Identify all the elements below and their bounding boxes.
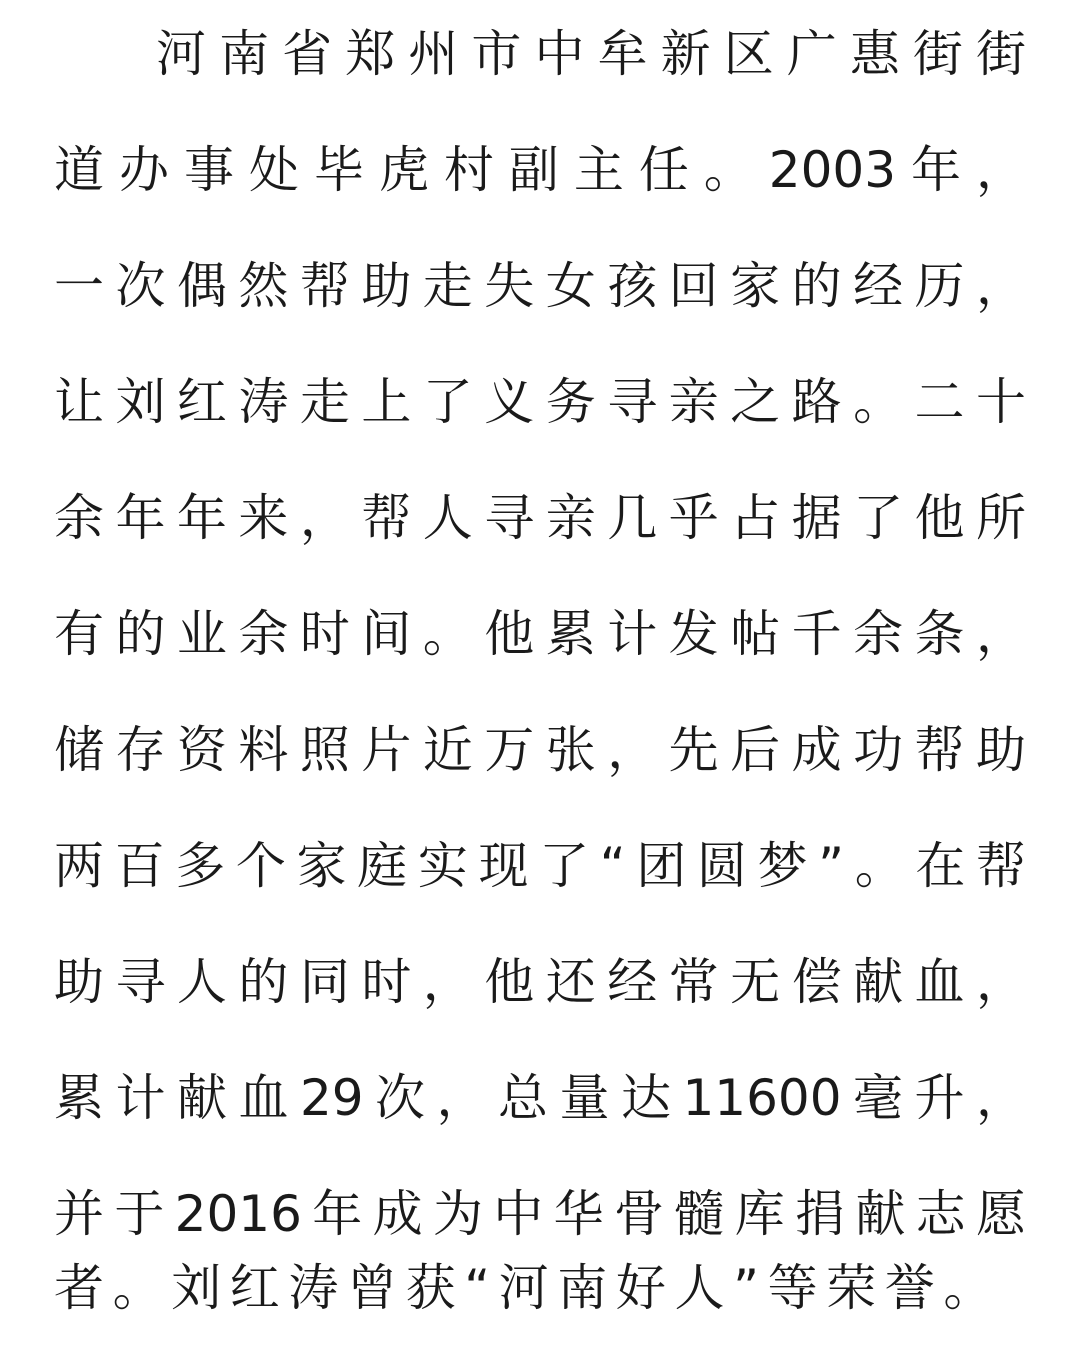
paragraph-line: 一次偶然帮助走失女孩回家的经历， — [54, 257, 1026, 315]
paragraph-line: 累计献血29次，总量达11600毫升， — [54, 1069, 1026, 1127]
paragraph-line: 余年年来，帮人寻亲几乎占据了他所 — [54, 489, 1026, 547]
paragraph-line: 河南省郑州市中牟新区广惠街街 — [156, 25, 1026, 83]
paragraph-line: 有的业余时间。他累计发帖千余条， — [54, 605, 1026, 663]
paragraph-line: 让刘红涛走上了义务寻亲之路。二十 — [54, 373, 1026, 431]
paragraph-line: 助寻人的同时，他还经常无偿献血， — [54, 953, 1026, 1011]
paragraph-line: 道办事处毕虎村副主任。2003年， — [54, 141, 1026, 199]
paragraph-line: 两百多个家庭实现了“团圆梦”。在帮 — [54, 837, 1026, 895]
paragraph-line: 者。刘红涛曾获“河南好人”等荣誉。 — [54, 1259, 1003, 1317]
paragraph-line: 储存资料照片近万张，先后成功帮助 — [54, 721, 1026, 779]
paragraph-line: 并于2016年成为中华骨髓库捐献志愿 — [54, 1185, 1026, 1243]
